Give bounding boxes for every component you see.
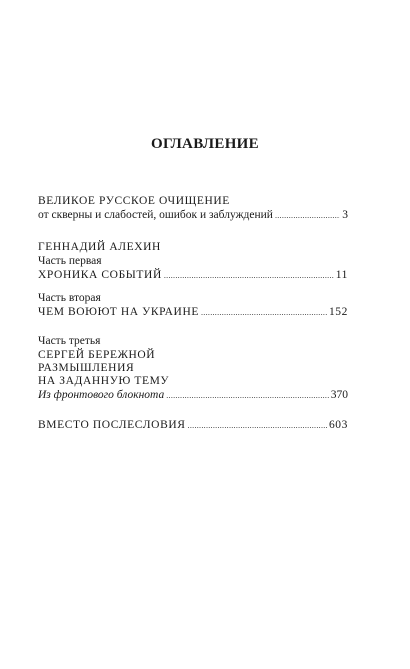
dot-leader — [166, 389, 329, 403]
toc-part2-label: Часть вторая — [38, 292, 101, 304]
dot-leader — [164, 269, 334, 283]
toc-entry-cleansing[interactable] — [38, 208, 348, 223]
toc-entry-title: ВМЕСТО ПОСЛЕСЛОВИЯ — [38, 419, 186, 431]
toc-entry-part3[interactable] — [38, 388, 348, 403]
toc-entry-subtitle: от скверны и слабостей, ошибок и заблуждений — [38, 209, 273, 221]
toc-page-number: 603 — [328, 419, 348, 431]
toc-part1-label: Часть первая — [38, 255, 102, 267]
toc-part3-title-line2: НА ЗАДАННУЮ ТЕМУ — [38, 375, 170, 387]
toc-heading: ОГЛАВЛЕНИЕ — [151, 136, 259, 152]
toc-author-alekhin: ГЕННАДИЙ АЛЕХИН — [38, 241, 161, 253]
toc-entry-part2[interactable] — [38, 305, 348, 320]
toc-part3-title-line1: РАЗМЫШЛЕНИЯ — [38, 362, 135, 374]
toc-page-number: 11 — [335, 269, 348, 281]
toc-part3-label: Часть третья — [38, 335, 101, 347]
dot-leader — [188, 419, 327, 433]
toc-title-cleansing: ВЕЛИКОЕ РУССКОЕ ОЧИЩЕНИЕ — [38, 195, 230, 207]
toc-entry-title: ХРОНИКА СОБЫТИЙ — [38, 269, 162, 281]
toc-page-number: 370 — [330, 389, 348, 401]
dot-leader — [275, 209, 340, 223]
dot-leader — [201, 306, 327, 320]
toc-entry-part1[interactable] — [38, 268, 348, 283]
toc-author-berezhnoy: СЕРГЕЙ БЕРЕЖНОЙ — [38, 349, 156, 361]
toc-entry-title: ЧЕМ ВОЮЮТ НА УКРАИНЕ — [38, 306, 199, 318]
toc-page-number: 152 — [328, 306, 348, 318]
toc-entry-subtitle: Из фронтового блокнота — [38, 389, 165, 401]
toc-page-number: 3 — [342, 209, 348, 221]
toc-entry-afterword[interactable] — [38, 418, 348, 433]
